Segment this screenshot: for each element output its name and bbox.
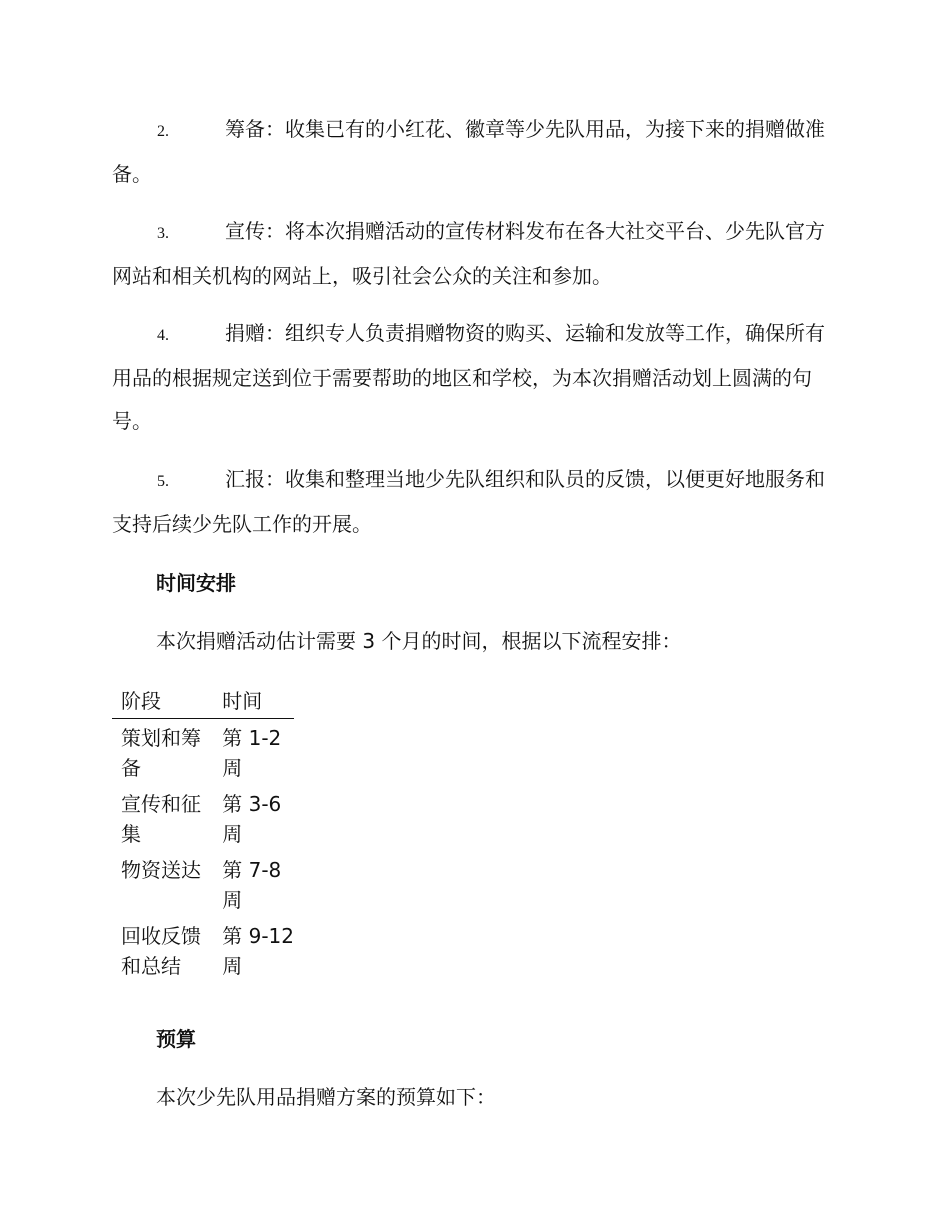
- table-header-row: [112, 684, 294, 719]
- table-row: [112, 851, 294, 917]
- schedule-intro: 本次捐赠活动估计需要 3 个月的时间，根据以下流程安排：: [156, 629, 682, 653]
- list-item-4: [112, 312, 838, 443]
- list-text: 筹备：收集已有的小红花、徽章等少先队用品，为接下来的捐赠做准备。: [112, 117, 825, 186]
- list-item-2: [112, 108, 838, 196]
- list-number: 5.: [157, 473, 169, 490]
- list-item-5: [112, 458, 838, 546]
- table-cell-time: 第 9-12 周: [222, 924, 294, 978]
- table-cell-time: 第 1-2 周: [222, 726, 282, 780]
- list-text: 宣传：将本次捐赠活动的宣传材料发布在各大社交平台、少先队官方网站和相关机构的网站上，吸引社会公众的关注和参加。: [112, 219, 825, 288]
- list-text: 汇报：收集和整理当地少先队组织和队员的反馈，以便更好地服务和支持后续少先队工作的开展。: [112, 467, 825, 536]
- table-cell-time: 第 3-6 周: [222, 792, 282, 846]
- list-number: 3.: [157, 225, 169, 242]
- schedule-table: [112, 684, 294, 983]
- table-cell-stage: 策划和筹备: [121, 726, 201, 780]
- table-cell-time: 第 7-8 周: [222, 858, 282, 912]
- table-cell-stage: 回收反馈和总结: [121, 924, 201, 978]
- table-cell-stage: 宣传和征集: [121, 792, 201, 846]
- section-heading-schedule: 时间安排: [156, 571, 236, 595]
- list-number: 2.: [157, 123, 169, 140]
- table-row: [112, 719, 294, 786]
- table-header-time: 时间: [213, 684, 294, 719]
- table-header-stage: 阶段: [112, 684, 213, 719]
- list-number: 4.: [157, 327, 169, 344]
- list-item-3: [112, 210, 838, 298]
- section-heading-budget: 预算: [156, 1027, 196, 1051]
- table-row: [112, 917, 294, 983]
- list-text: 捐赠：组织专人负责捐赠物资的购买、运输和发放等工作，确保所有用品的根据规定送到位于需要帮助的地区和学校，为本次捐赠活动划上圆满的句号。: [112, 321, 825, 433]
- budget-intro: 本次少先队用品捐赠方案的预算如下：: [156, 1085, 496, 1109]
- table-row: [112, 785, 294, 851]
- table-cell-stage: 物资送达: [121, 858, 201, 882]
